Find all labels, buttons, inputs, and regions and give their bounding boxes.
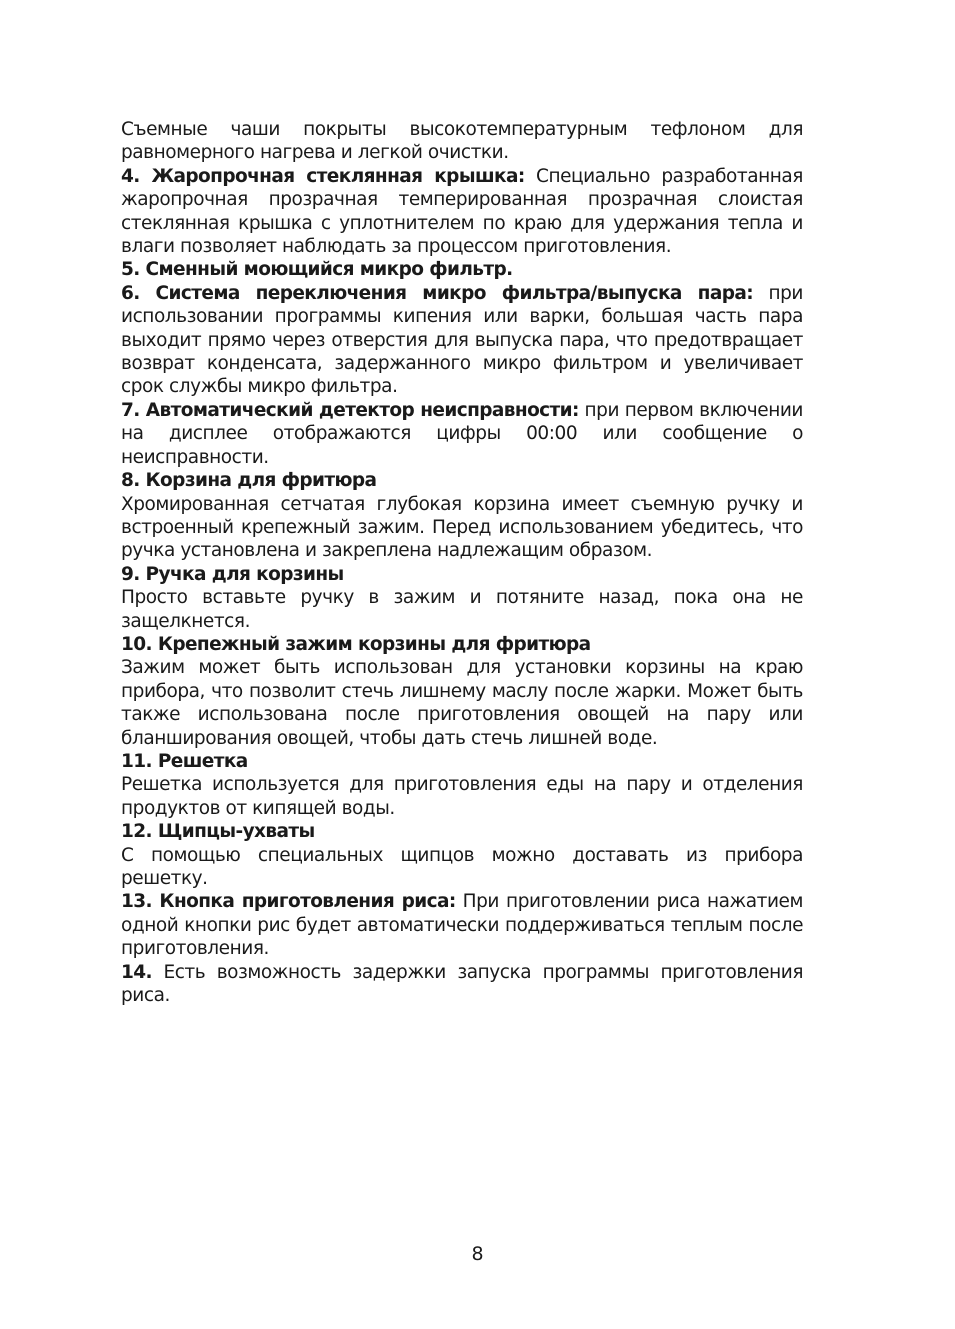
item-8-heading: 8. Корзина для фритюра	[121, 470, 377, 492]
item-11-text: Решетка используется для приготовления еды на пару и отделения продуктов от кипящей воды.	[121, 774, 803, 819]
item-9-heading: 9. Ручка для корзины	[121, 563, 344, 585]
item-6-heading: 6. Система переключения микро фильтра/выпуска пара:	[121, 282, 754, 304]
item-5-heading: 5. Сменный моющийся микро фильтр.	[121, 259, 513, 281]
page-number: 8	[471, 1243, 484, 1265]
document-body	[121, 118, 803, 1007]
item-6-text: при использовании программы кипения или варки, большая часть пара выходит прямо через отверстия для выпуска пара, что предотвращает возврат конденсата, задержанного микро фильтром и увеличивает срок службы микро фильтра.	[121, 282, 803, 398]
item-9-text: Просто вставьте ручку в зажим и потяните назад, пока она не защелкнется.	[121, 587, 803, 632]
item-8-text: Хромированная сетчатая глубокая корзина имеет съемную ручку и встроенный крепежный зажим. Перед использованием убедитесь, что ручка установлена и закреплена надлежащим образом.	[121, 493, 803, 562]
intro-paragraph: Съемные чаши покрыты высокотемпературным тефлоном для равномерного нагрева и легкой очистки.	[121, 119, 803, 164]
item-13-text: При приготовлении риса нажатием одной кнопки рис будет автоматически поддерживаться теплым после приготовления.	[121, 891, 803, 960]
item-4-paragraph	[121, 165, 803, 259]
item-7-text: при первом включении на дисплее отображаются цифры 00:00 или сообщение о неисправности.	[121, 399, 803, 468]
item-7-paragraph	[121, 399, 803, 469]
item-10-heading: 10. Крепежный зажим корзины для фритюра	[121, 633, 591, 655]
item-14-text: Есть возможность задержки запуска программы приготовления риса.	[121, 961, 803, 1007]
item-10-text: Зажим может быть использован для установки корзины на краю прибора, что позволит стечь лишнему маслу после жарки. Может быть также использована после приготовления овощей на пару или бланширования овощей, чтобы дать стечь лишней воде.	[121, 657, 803, 749]
item-13-heading: 13. Кнопка приготовления риса:	[121, 891, 456, 913]
item-13-paragraph	[121, 890, 803, 960]
item-11-heading: 11. Решетка	[121, 750, 248, 772]
item-14-heading: 14.	[121, 961, 152, 983]
item-6-paragraph	[121, 282, 803, 399]
item-4-heading: 4. Жаропрочная стеклянная крышка:	[121, 165, 525, 187]
item-7-heading: 7. Автоматический детектор неисправности:	[121, 399, 579, 421]
item-4-text: Специально разработанная жаропрочная прозрачная темперированная прозрачная слоистая стеклянная крышка с уплотнителем по краю для удержания тепла и влаги позволяет наблюдать за процессом приготовления.	[121, 165, 803, 258]
item-12-heading: 12. Щипцы-ухваты	[121, 821, 315, 843]
item-12-text: С помощью специальных щипцов можно доставать из прибора решетку.	[121, 844, 803, 889]
item-14-paragraph	[121, 961, 803, 1008]
